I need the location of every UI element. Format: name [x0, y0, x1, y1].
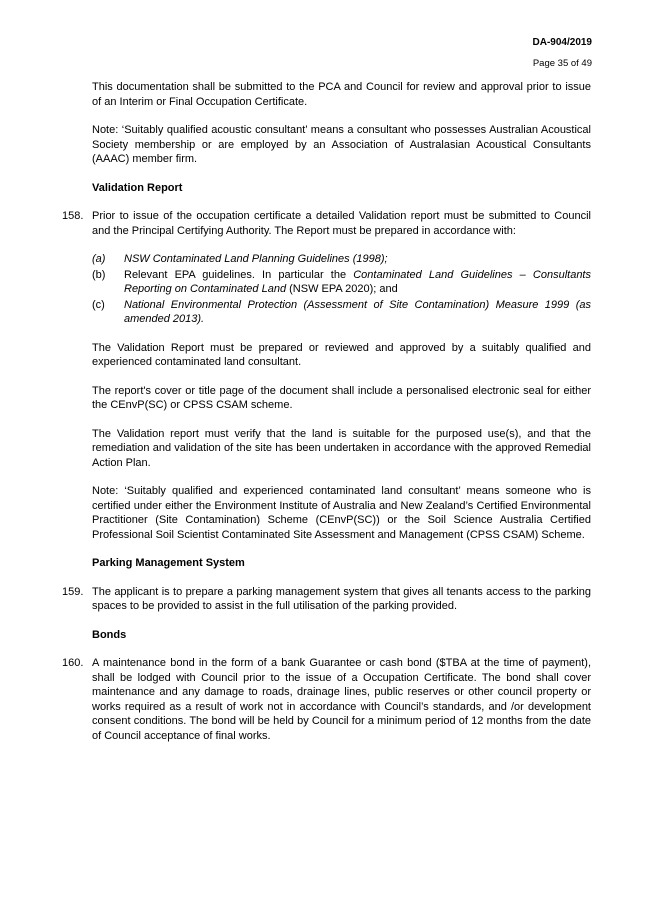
list-item-text: NSW Contaminated Land Planning Guidelines (1998);	[124, 253, 388, 265]
validation-paragraph-verify: The Validation report must verify that the land is suitable for the purposed use(s), and that the remediation and validation of the site has been undertaken in accordance with the approved Remedial Action Plan.	[92, 427, 591, 469]
condition-text: Prior to issue of the occupation certificate a detailed Validation report must be submitted to Council and the Principal Certifying Authority. The Report must be prepared in accordance with:	[92, 210, 591, 237]
list-item-text: National Environmental Protection (Assessment of Site Contamination) Measure 1999 (as amended 2013).	[124, 298, 591, 325]
document-body	[62, 80, 591, 757]
condition-text: The applicant is to prepare a parking management system that gives all tenants access to the parking spaces to be provided to assist in the full utilisation of the parking provided.	[92, 585, 591, 612]
condition-number: 160.	[62, 657, 84, 669]
intro-paragraph-submission: This documentation shall be submitted to the PCA and Council for review and approval prior to issue of an Interim or Final Occupation Certificate.	[92, 81, 591, 108]
condition-158	[62, 209, 591, 238]
document-reference: DA-904/2019	[532, 37, 592, 48]
intro-paragraph-acoustic-note: Note: ‘Suitably qualified acoustic consultant’ means a consultant who possesses Australian Acoustical Society membership or are employed by an Association of Australasian Acoustical Consultants (AAAC) member firm.	[92, 124, 591, 165]
guidelines-list	[92, 252, 591, 327]
list-item-label: (b)	[92, 268, 106, 281]
validation-paragraph-seal: The report's cover or title page of the document shall include a personalised electronic seal for either the CEnvP(SC) or CPSS CSAM scheme.	[92, 384, 591, 411]
condition-number: 159.	[62, 585, 84, 598]
list-item-label: (a)	[92, 253, 106, 265]
section-heading-validation-report: Validation Report	[92, 181, 183, 194]
page-number: Page 35 of 49	[532, 58, 592, 69]
list-item-text-pre: Relevant EPA guidelines. In particular the	[124, 268, 354, 281]
condition-160	[62, 656, 591, 743]
condition-text: A maintenance bond in the form of a bank Guarantee or cash bond ($TBA at the time of payment), shall be lodged with Council prior to the issue of a Occupation Certificate. The bond shall cover maintenance and any damage to roads, drainage lines, public reserves or other council property or works required as a result of work not in accordance with Council’s standards, and /or development consent conditions. The bond will be held by Council for a minimum period of 12 months from the date of Council acceptance of final works.	[92, 657, 591, 742]
list-item-text-italic: Contaminated Land Guidelines – Consultants Reporting on Contaminated Land	[124, 268, 591, 295]
list-item-label: (c)	[92, 298, 105, 311]
list-item-text-post: (NSW EPA 2020); and	[286, 283, 398, 295]
condition-159	[62, 585, 591, 614]
section-heading-bonds: Bonds	[92, 628, 127, 641]
condition-number: 158.	[62, 210, 84, 222]
list-item	[92, 268, 591, 297]
validation-paragraph-consultant: The Validation Report must be prepared or reviewed and approved by a suitably qualified and experienced contaminated land consultant.	[92, 341, 591, 368]
section-heading-parking: Parking Management System	[92, 557, 245, 569]
list-item	[92, 298, 591, 327]
list-item	[92, 252, 591, 267]
validation-paragraph-note: Note: ‘Suitably qualified and experienced contaminated land consultant’ means someone who is certified under either the Environment Institute of Australia and New Zealand’s Certified Environmental Practitioner (Site Contamination) Scheme (CEnvP(SC)) or the Soil Science Australia Certified Professional Soil Scientist Contaminated Site Assessment and Management (CPSS CSAM) Scheme.	[92, 485, 591, 541]
